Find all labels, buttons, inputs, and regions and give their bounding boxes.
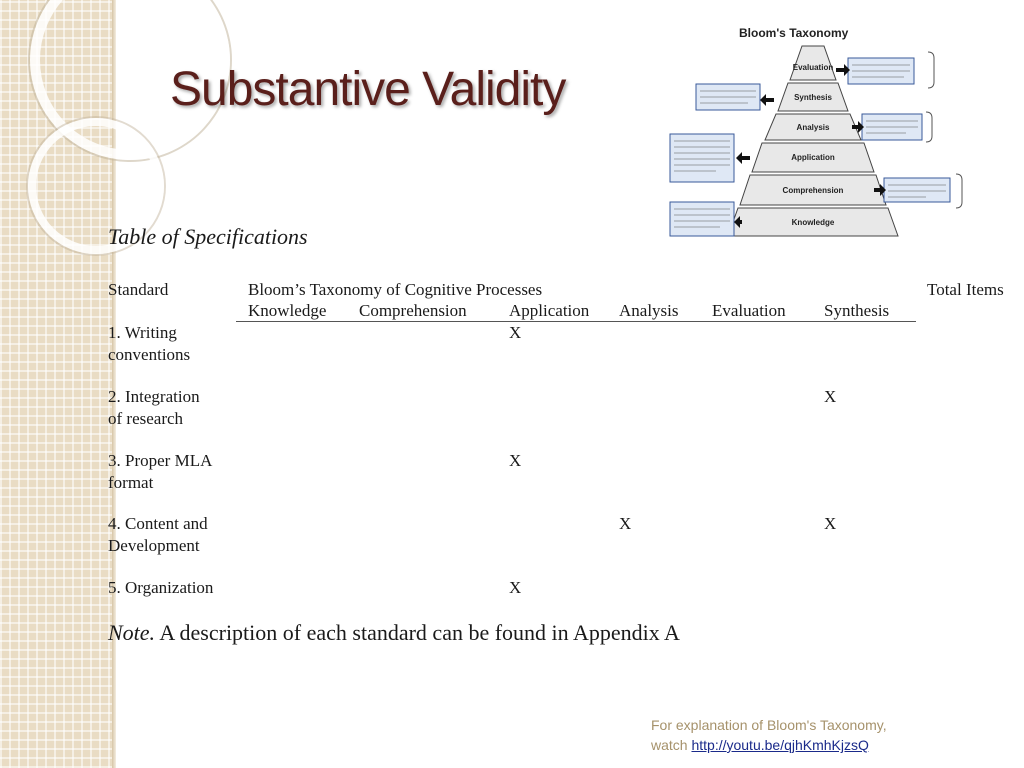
table-note [108,620,680,646]
header-rule [236,321,916,322]
subheader-application: Application [509,301,590,320]
cell-application: X [509,323,522,342]
level-label: Synthesis [794,93,832,102]
subheader-analysis: Analysis [619,301,679,320]
row-standard-line1: 1. Writing [108,323,177,342]
cell-application: X [509,451,522,470]
bracket [928,52,934,88]
footer-line2 [651,735,887,755]
arrow-left-icon [760,94,774,106]
cell-analysis: X [619,514,632,533]
explanation-box [670,202,734,236]
footer-caption [651,715,887,755]
row-standard-line2: conventions [108,345,191,364]
footer-line1: For explanation of Bloom's Taxonomy, [651,717,887,733]
column-header-standard: Standard [108,280,169,299]
row-standard-line2: format [108,473,154,492]
table-of-specifications-heading: Table of Specifications [108,224,308,249]
blooms-pyramid-svg [666,18,978,240]
row-standard-line1: 4. Content and [108,514,208,533]
explanation-box [884,178,950,202]
cell-synthesis: X [824,514,837,533]
slide-title: Substantive Validity [170,63,566,116]
footer-watch-text: watch [651,737,692,753]
level-label: Application [791,153,835,162]
blooms-taxonomy-figure [666,18,978,240]
column-group-header: Bloom’s Taxonomy of Cognitive Processes [248,280,543,299]
level-label: Evaluation [792,63,834,72]
row-standard-line2: of research [108,409,184,428]
note-text: A description of each standard can be found in Appendix A [155,620,680,645]
subheader-evaluation: Evaluation [712,301,786,320]
level-label: Knowledge [791,218,835,227]
cell-application: X [509,578,522,597]
arrow-left-icon [736,152,750,164]
subheader-comprehension: Comprehension [359,301,467,320]
row-standard-line1: 5. Organization [108,578,214,597]
row-standard-line2: Development [108,536,200,555]
cell-synthesis: X [824,387,837,406]
subheader-synthesis: Synthesis [824,301,890,320]
level-label: Comprehension [782,186,844,195]
bracket [956,174,962,208]
note-label: Note. [108,620,156,645]
row-standard-line1: 2. Integration [108,387,200,406]
level-label: Analysis [796,123,830,132]
row-standard-line1: 3. Proper MLA [108,451,213,470]
column-header-total-items: Total Items [927,280,1004,299]
bracket [926,112,932,142]
bloom-heading: Bloom's Taxonomy [739,26,849,40]
subheader-knowledge: Knowledge [248,301,327,320]
youtube-link[interactable]: http://youtu.be/qjhKmhKjzsQ [691,737,869,753]
